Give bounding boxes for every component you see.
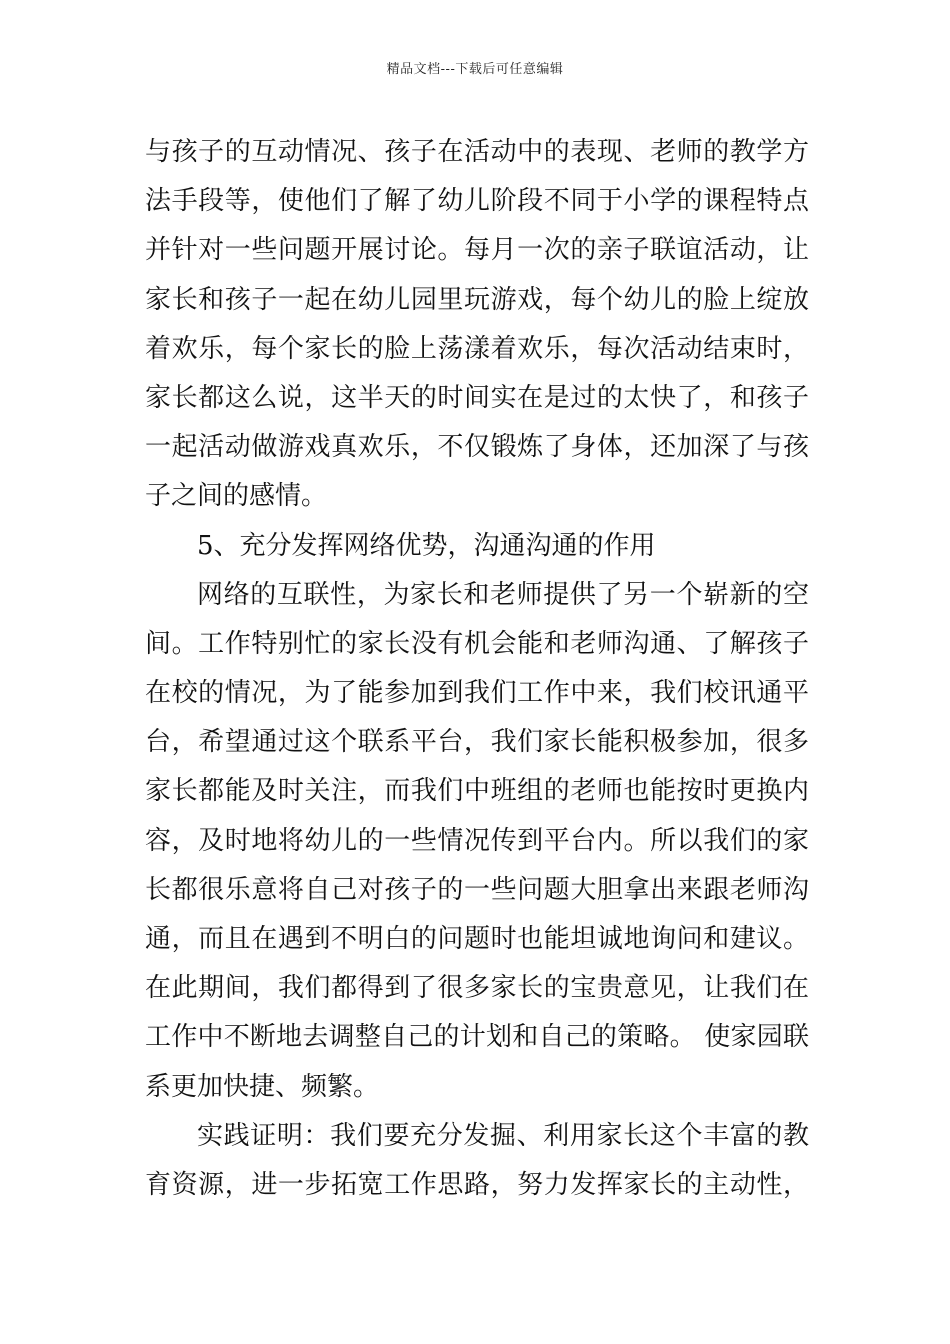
text-line: 法手段等，使他们了解了幼儿阶段不同于小学的课程特点 [145, 186, 809, 217]
text-line: 与孩子的互动情况、孩子在活动中的表现、老师的教学方 [145, 137, 809, 167]
text-line: 家长都这么说，这半天的时间实在是过的太快了，和孩子 [145, 382, 809, 413]
paragraph-first-line: 实践证明：我们要充分发掘、利用家长这个丰富的教 [197, 1120, 809, 1151]
document-body [145, 128, 809, 1210]
text-line: 在校的情况，为了能参加到我们工作中来，我们校讯通平 [145, 678, 809, 709]
text-line: 间。工作特别忙的家长没有机会能和老师沟通、了解孩子 [145, 628, 809, 659]
text-line: 并针对一些问题开展讨论。每月一次的亲子联谊活动，让 [145, 235, 809, 266]
text-line: 着欢乐，每个家长的脸上荡漾着欢乐，每次活动结束时， [145, 333, 809, 364]
text-line: 容，及时地将幼儿的一些情况传到平台内。所以我们的家 [145, 825, 809, 856]
text-line: 在此期间，我们都得到了很多家长的宝贵意见，让我们在 [145, 973, 809, 1004]
text-line: 通，而且在遇到不明白的问题时也能坦诚地询问和建议。 [145, 924, 809, 954]
text-line: 长都很乐意将自己对孩子的一些问题大胆拿出来跟老师沟 [145, 874, 809, 905]
section-heading: 5、充分发挥网络优势，沟通沟通的作用 [197, 530, 656, 561]
text-line: 一起活动做游戏真欢乐，不仅锻炼了身体，还加深了与孩 [145, 432, 809, 463]
text-line: 工作中不断地去调整自己的计划和自己的策略。 使家园联 [145, 1022, 809, 1053]
text-line: 台，希望通过这个联系平台，我们家长能积极参加，很多 [145, 727, 809, 758]
text-line: 家长都能及时关注，而我们中班组的老师也能按时更换内 [145, 776, 809, 807]
text-line: 系更加快捷、频繁。 [145, 1071, 380, 1102]
paragraph-first-line: 网络的互联性，为家长和老师提供了另一个崭新的空 [197, 579, 809, 610]
text-line: 子之间的感情。 [145, 481, 328, 512]
text-line: 家长和孩子一起在幼儿园里玩游戏，每个幼儿的脸上绽放 [145, 284, 809, 315]
text-line: 育资源，进一步拓宽工作思路，努力发挥家长的主动性， [145, 1169, 809, 1200]
page-header: 精品文档---下载后可任意编辑 [386, 62, 564, 77]
